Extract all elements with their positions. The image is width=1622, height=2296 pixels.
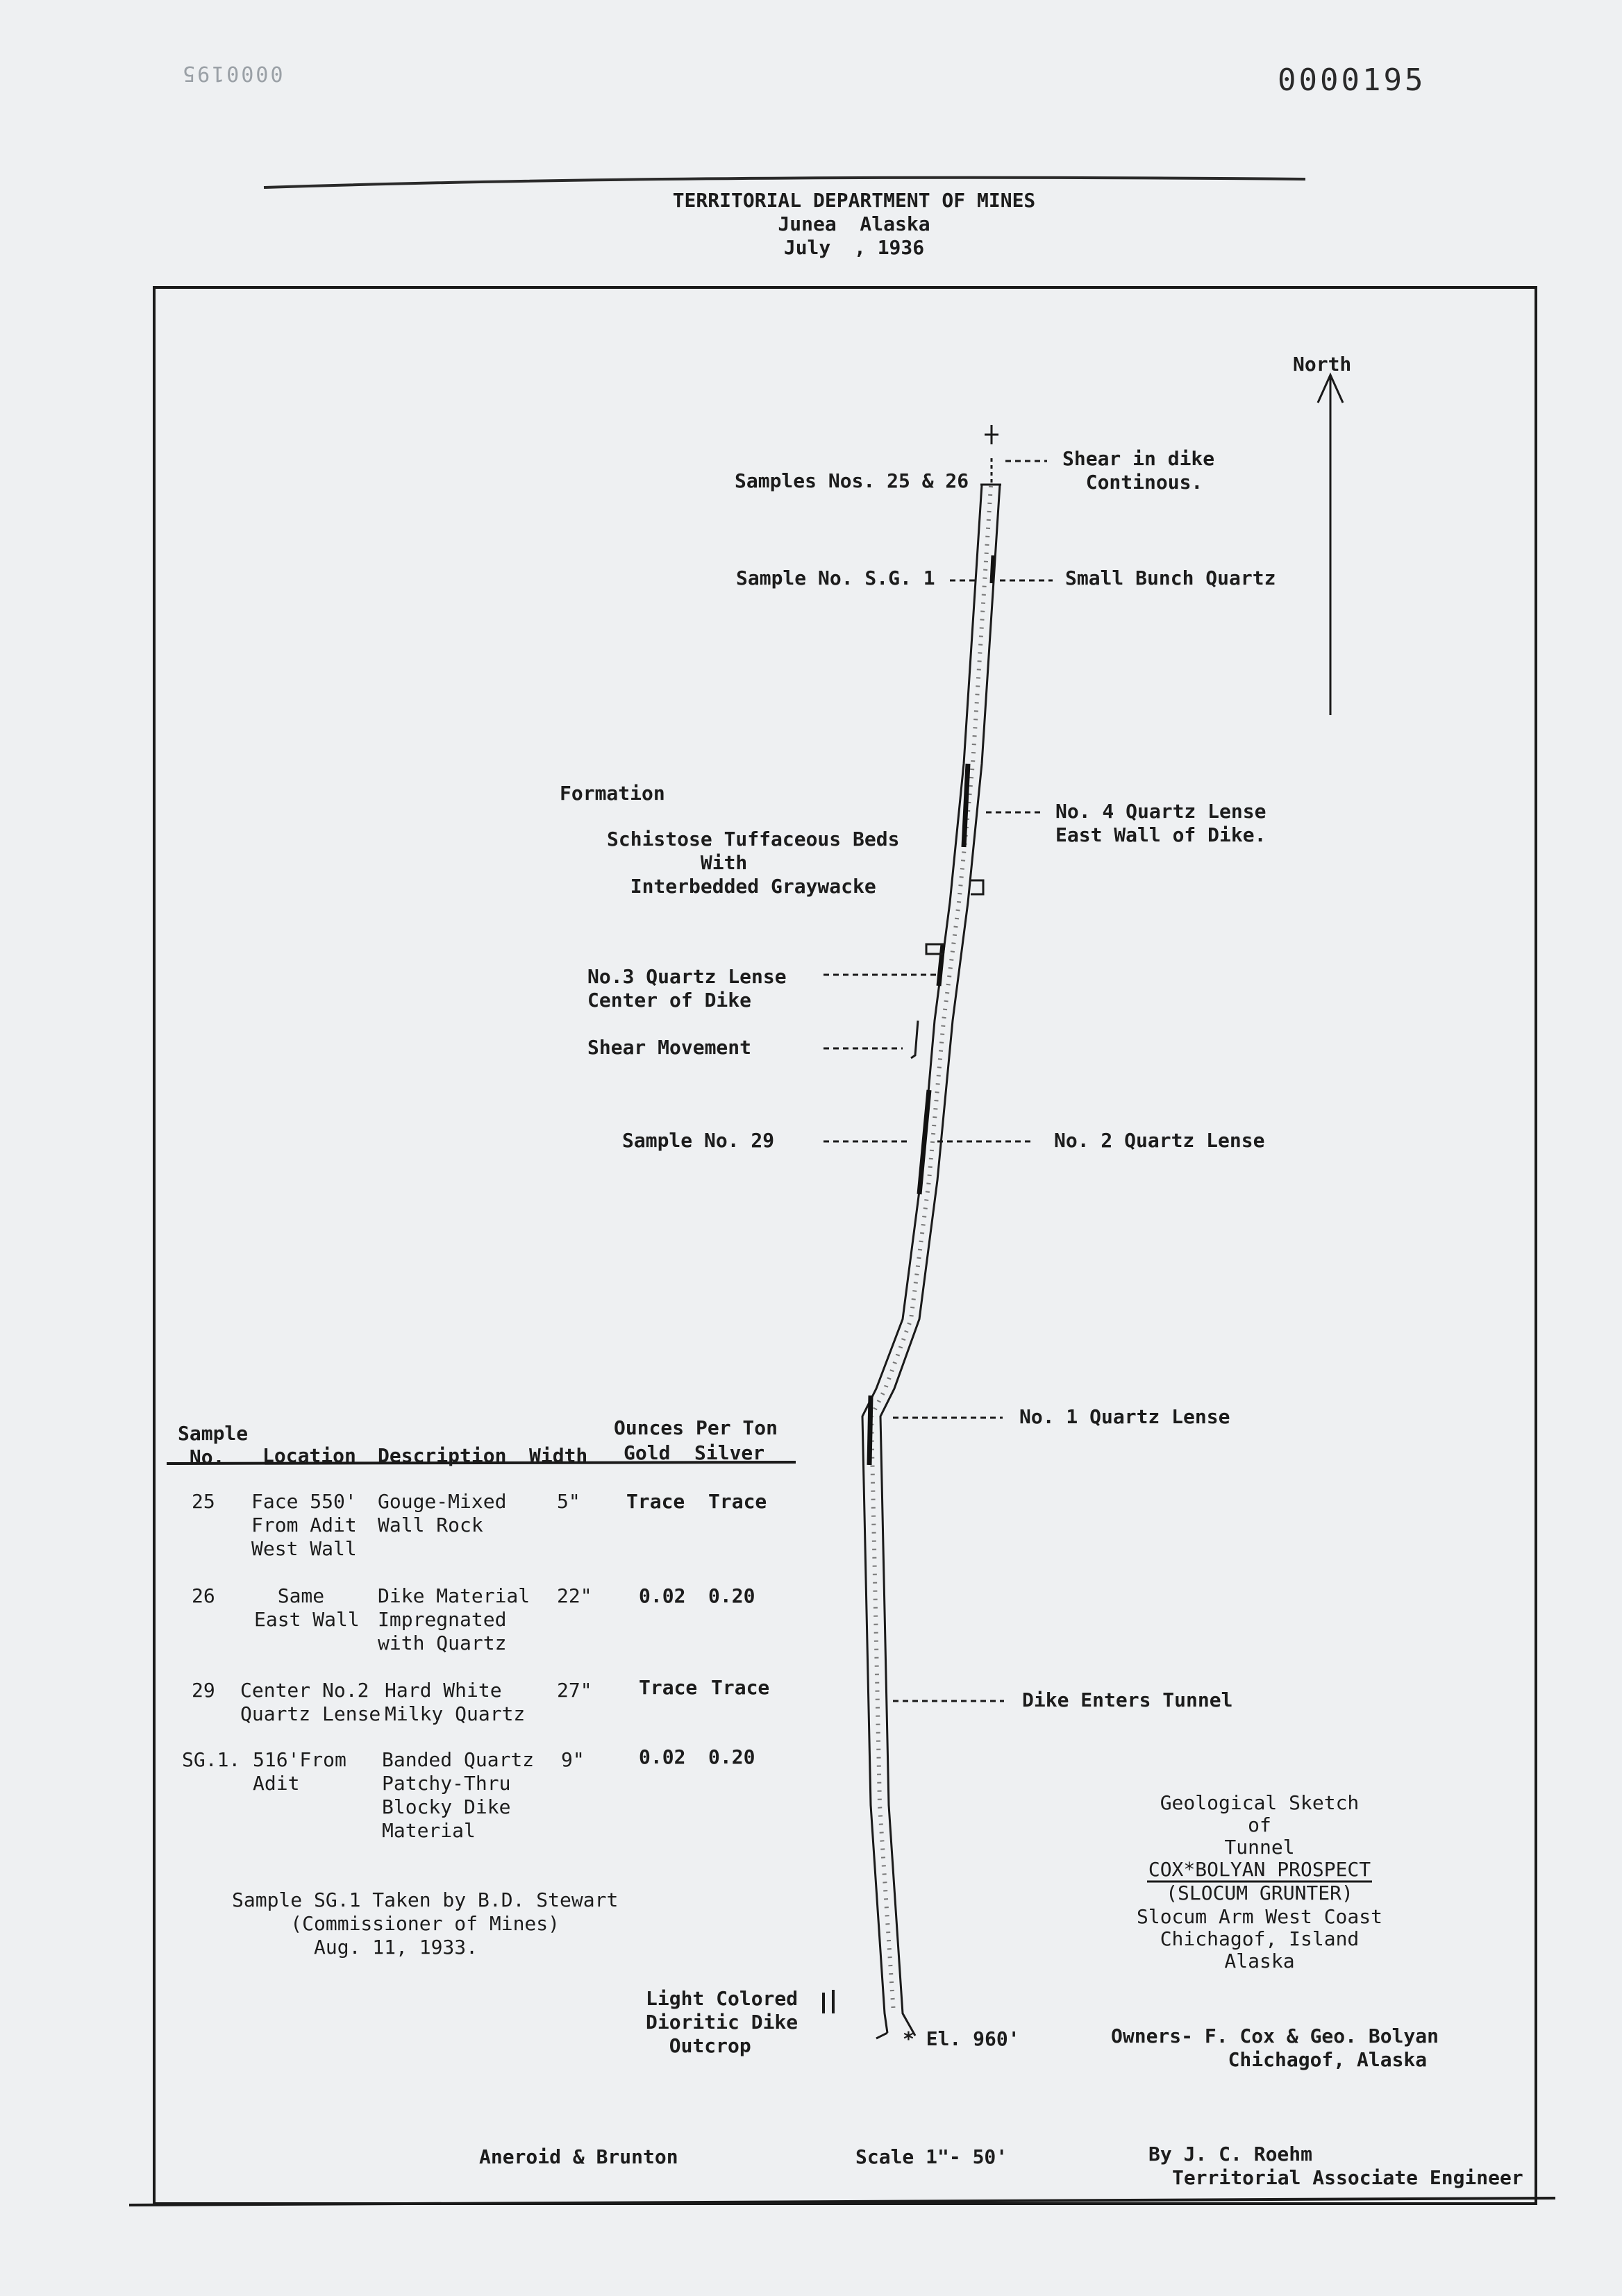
cell-no: SG.1.	[182, 1748, 241, 1771]
quartz-lens-4	[964, 764, 968, 847]
outcrop-symbol	[823, 1990, 833, 2013]
cell-silver: Trace	[708, 1490, 767, 1513]
label-quartz-lense-2: No. 2 Quartz Lense	[1054, 1129, 1265, 1152]
cell-description: Gouge-Mixed Wall Rock	[378, 1490, 507, 1536]
label-elevation: * El. 960'	[903, 2027, 1020, 2050]
label-sample-29: Sample No. 29	[622, 1129, 775, 1152]
title-line2: of	[1248, 1813, 1271, 1836]
cell-gold: Trace	[626, 1490, 685, 1513]
document-number: 0000195	[1278, 62, 1426, 98]
cell-width: 9"	[561, 1748, 585, 1771]
th-gold: Gold	[624, 1441, 671, 1464]
cell-description: Dike Material Impregnated with Quartz	[378, 1584, 530, 1654]
cell-no: 25	[192, 1490, 215, 1513]
label-dike-enters-tunnel: Dike Enters Tunnel	[1022, 1689, 1233, 1711]
label-formation: Formation	[560, 782, 665, 805]
th-location: Location	[262, 1444, 356, 1467]
cell-width: 22"	[557, 1584, 592, 1607]
title-prospect-name: COX*BOLYAN PROSPECT	[1148, 1858, 1371, 1881]
footer-author-title: Territorial Associate Engineer	[1172, 2166, 1523, 2189]
header-line1: TERRITORIAL DEPARTMENT OF MINES	[672, 189, 1036, 212]
header-line3: July , 1936	[783, 236, 925, 259]
label-formation-description: Schistose Tuffaceous Beds With Interbedded Graywacke	[607, 828, 900, 898]
quartz-lens-3	[939, 944, 943, 986]
shear-movement-mark	[911, 1021, 918, 1058]
title-line7: Chichagof, Island	[1160, 1927, 1360, 1950]
cell-gold: Trace	[639, 1676, 698, 1699]
owners: Owners- F. Cox & Geo. Bolyan Chichagof, Alaska	[1111, 2025, 1439, 2071]
cell-description: Hard White Milky Quartz	[385, 1679, 526, 1725]
outcrop-tick	[876, 2033, 887, 2038]
quartz-lens-1	[869, 1396, 871, 1465]
label-quartz-lense-1: No. 1 Quartz Lense	[1019, 1405, 1230, 1428]
th-silver: Silver	[694, 1441, 765, 1464]
th-description: Description	[378, 1444, 507, 1467]
cell-description: Banded Quartz Patchy-Thru Blocky Dike Material	[382, 1748, 535, 1842]
north-label: North	[1293, 353, 1352, 376]
label-small-bunch-quartz: Small Bunch Quartz	[1065, 567, 1276, 589]
top-smudge-line	[264, 178, 1305, 187]
label-dike-outcrop: Light Colored Dioritic Dike Outcrop	[646, 1987, 799, 2057]
title-line5: (SLOCUM GRUNTER)	[1166, 1882, 1353, 1904]
cell-width: 5"	[557, 1490, 580, 1513]
label-quartz-lense-4: No. 4 Quartz Lense East Wall of Dike.	[1055, 800, 1266, 846]
cell-silver: 0.20	[708, 1745, 755, 1768]
small-bunch-quartz	[992, 555, 993, 583]
cell-location: Face 550' From Adit West Wall	[251, 1490, 357, 1560]
footer-scale: Scale 1"- 50'	[855, 2145, 1008, 2168]
th-ounces-per-ton: Ounces Per Ton	[614, 1416, 778, 1439]
cell-no: 26	[192, 1584, 215, 1607]
cell-location: 516'From Adit	[253, 1748, 346, 1795]
th-width: Width	[529, 1444, 588, 1467]
title-line3: Tunnel	[1224, 1836, 1295, 1859]
cell-gold: 0.02	[639, 1584, 686, 1607]
footer-method: Aneroid & Brunton	[479, 2145, 678, 2168]
title-line1: Geological Sketch	[1160, 1791, 1360, 1814]
cell-silver: 0.20	[708, 1584, 755, 1607]
title-line6: Slocum Arm West Coast	[1136, 1905, 1382, 1928]
label-shear-movement: Shear Movement	[587, 1036, 752, 1059]
east-wall-notch	[971, 880, 983, 894]
cell-location: Center No.2 Quartz Lense	[240, 1679, 381, 1725]
label-samples-25-26: Samples Nos. 25 & 26	[735, 469, 969, 492]
footer-author: By J. C. Roehm	[1148, 2143, 1313, 2165]
cell-gold: 0.02	[639, 1745, 686, 1768]
ghost-document-number: 0000195	[181, 61, 283, 85]
cell-silver: Trace	[711, 1676, 770, 1699]
tunnel-west-wall	[862, 485, 982, 2033]
header-line2: Junea Alaska	[778, 212, 930, 235]
cell-width: 27"	[557, 1679, 592, 1702]
quartz-lens-2	[919, 1090, 929, 1194]
cell-location: Same East Wall	[254, 1584, 360, 1631]
label-sample-sg1: Sample No. S.G. 1	[736, 567, 935, 589]
title-line8: Alaska	[1224, 1950, 1295, 1972]
sample-note: Sample SG.1 Taken by B.D. Stewart (Commissioner of Mines) Aug. 11, 1933.	[232, 1888, 619, 1959]
th-sample-no: Sample No.	[178, 1422, 249, 1468]
label-shear-in-dike: Shear in dike Continous.	[1062, 447, 1215, 494]
label-quartz-lense-3: No.3 Quartz Lense Center of Dike	[587, 965, 787, 1012]
tunnel-east-wall	[880, 485, 1000, 2036]
cell-no: 29	[192, 1679, 215, 1702]
